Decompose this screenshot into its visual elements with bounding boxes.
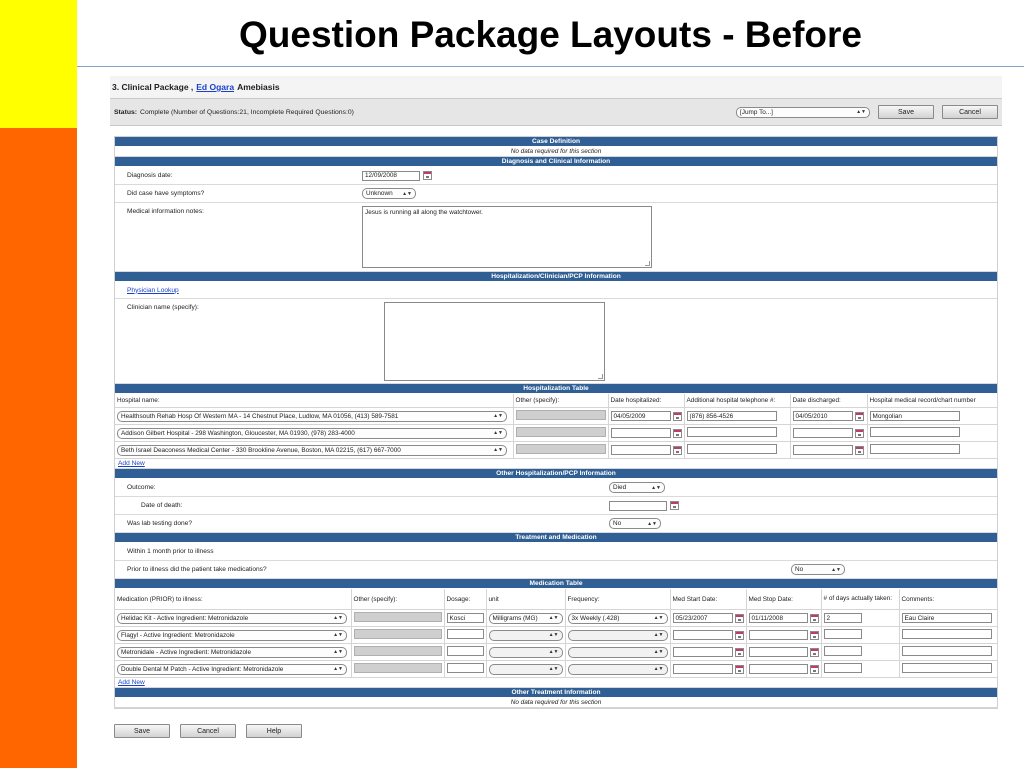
days-taken-input[interactable]: [824, 646, 862, 656]
clinician-label: Clinician name (specify):: [127, 304, 199, 311]
outcome-label: Outcome:: [127, 484, 156, 491]
medication-value: Helidac Kit - Active Ingredient: Metronidazole: [121, 614, 249, 622]
death-date-input[interactable]: [609, 501, 667, 511]
calendar-icon[interactable]: [423, 171, 432, 180]
calendar-icon[interactable]: [810, 665, 819, 674]
select-arrow-icon: ▲▼: [651, 484, 661, 491]
comments-input[interactable]: [902, 663, 992, 673]
calendar-icon[interactable]: [673, 429, 682, 438]
med-add-new-link[interactable]: Add New: [118, 679, 145, 686]
select-arrow-icon: ▲▼: [333, 649, 343, 655]
hosp-col-date: Date hospitalized:: [608, 394, 684, 408]
med-stop-input[interactable]: [749, 630, 808, 640]
jump-to-value: [Jump To...]: [740, 108, 773, 116]
within-month-row: [115, 543, 997, 561]
case-definition-note: No data required for this section: [115, 147, 997, 157]
section-hospitalization: Hospitalization/Clinician/PCP Information: [115, 272, 997, 282]
status-label: Status:: [114, 108, 138, 116]
hospital-select[interactable]: [117, 411, 507, 422]
hosp-col-phone: Additional hospital telephone #:: [684, 394, 790, 408]
med-stop-input[interactable]: [749, 647, 808, 657]
decor-orange-bar: [0, 128, 77, 768]
medication-select[interactable]: [117, 630, 347, 641]
footer-cancel-button[interactable]: Cancel: [180, 724, 236, 738]
select-arrow-icon: ▲▼: [653, 649, 664, 655]
form-body: [114, 136, 998, 709]
notes-row: [115, 203, 997, 272]
date-hospitalized-input[interactable]: [611, 428, 671, 438]
date-discharged-input[interactable]: [793, 445, 853, 455]
days-taken-input[interactable]: [824, 663, 862, 673]
calendar-icon[interactable]: [855, 429, 864, 438]
dosage-input[interactable]: [447, 663, 484, 673]
medication-value: Flagyl - Active Ingredient: Metronidazole: [121, 631, 235, 639]
lab-testing-value: No: [613, 520, 622, 527]
save-button[interactable]: Save: [878, 105, 934, 119]
calendar-icon[interactable]: [810, 648, 819, 657]
clinician-row: [115, 299, 997, 384]
section-other-treatment: Other Treatment Information: [115, 688, 997, 698]
slide-title: Question Package Layouts - Before: [238, 14, 862, 55]
days-taken-input[interactable]: [824, 629, 862, 639]
prior-medications-label: Prior to illness did the patient take medications?: [127, 566, 267, 573]
symptoms-row: [115, 185, 997, 203]
med-col-unit: unit: [486, 589, 565, 610]
date-hospitalized-input[interactable]: 04/05/2009: [611, 411, 671, 421]
diagnosis-date-row: [115, 167, 997, 185]
hosp-phone-input[interactable]: [687, 444, 777, 454]
diagnosis-date-label: Diagnosis date:: [127, 172, 173, 179]
select-arrow-icon: ▲▼: [548, 649, 559, 655]
calendar-icon[interactable]: [735, 631, 744, 640]
table-row: [115, 644, 997, 661]
date-discharged-input[interactable]: [793, 428, 853, 438]
unit-select[interactable]: [489, 647, 563, 658]
death-date-row: [115, 497, 997, 515]
record-number-input[interactable]: Mongolian: [870, 411, 960, 421]
med-other-input: [354, 646, 442, 656]
med-col-other: Other (specify):: [351, 589, 444, 610]
footer-help-button[interactable]: Help: [246, 724, 302, 738]
comments-input[interactable]: [902, 629, 992, 639]
footer-buttons: [114, 724, 302, 738]
symptoms-select[interactable]: [362, 188, 416, 199]
status-bar: [110, 98, 1002, 126]
package-label: 3. Clinical Package ,: [112, 82, 194, 92]
date-discharged-input[interactable]: 04/05/2010: [793, 411, 853, 421]
hospital-value: Healthsouth Rehab Hosp Of Western MA - 14 Chestnut Place, Ludlow, MA 01056, (413) 589-7581: [121, 412, 399, 420]
med-stop-input[interactable]: [749, 664, 808, 674]
select-arrow-icon: ▲▼: [493, 430, 503, 436]
jump-to-select[interactable]: [736, 107, 870, 118]
med-start-input[interactable]: 05/23/2007: [673, 613, 733, 623]
select-arrow-icon: ▲▼: [333, 632, 343, 638]
med-col-days: # of days actually taken:: [821, 589, 899, 610]
calendar-icon[interactable]: [673, 412, 682, 421]
decor-yellow-bar: [0, 0, 77, 128]
outcome-value: Died: [613, 484, 627, 491]
section-medication-table: Medication Table: [115, 579, 997, 589]
table-row: [115, 442, 997, 459]
death-date-label: Date of death:: [141, 502, 183, 509]
med-add-new-row: [115, 678, 997, 688]
medication-value: Double Dental M Patch - Active Ingredient: Metronidazole: [121, 665, 284, 673]
notes-textarea[interactable]: Jesus is running all along the watchtower.: [362, 206, 652, 268]
section-diagnosis: Diagnosis and Clinical Information: [115, 157, 997, 167]
lab-testing-label: Was lab testing done?: [127, 520, 193, 527]
dosage-input[interactable]: [447, 646, 484, 656]
hosp-other-input: [516, 427, 606, 437]
footer-save-button[interactable]: Save: [114, 724, 170, 738]
hosp-add-new-row: [115, 459, 997, 469]
prior-medications-row: [115, 561, 997, 579]
app-screenshot: [110, 76, 1002, 748]
med-header-row: [115, 589, 997, 610]
table-row: [115, 627, 997, 644]
hosp-add-new-link[interactable]: Add New: [118, 460, 145, 467]
hosp-phone-input[interactable]: (876) 856-4526: [687, 411, 777, 421]
medication-select[interactable]: [117, 647, 347, 658]
table-row: [115, 661, 997, 678]
select-arrow-icon: ▲▼: [333, 615, 343, 621]
select-arrow-icon: ▲▼: [653, 666, 664, 672]
dosage-input[interactable]: [447, 629, 484, 639]
clinician-textarea[interactable]: [384, 302, 605, 381]
calendar-icon[interactable]: [673, 446, 682, 455]
table-row: [115, 610, 997, 627]
med-col-start: Med Start Date:: [670, 589, 746, 610]
frequency-select[interactable]: [568, 664, 668, 675]
physician-lookup-link[interactable]: Physician Lookup: [127, 286, 179, 294]
hosp-col-name: Hospital name:: [115, 394, 513, 408]
med-start-input[interactable]: [673, 664, 733, 674]
comments-input[interactable]: Eau Claire: [902, 613, 992, 623]
outcome-row: [115, 479, 997, 497]
comments-input[interactable]: [902, 646, 992, 656]
patient-link[interactable]: Ed Ogara: [196, 82, 235, 92]
dosage-input[interactable]: Kosci: [447, 613, 484, 623]
hosp-col-record: Hospital medical record/chart number: [867, 394, 997, 408]
hosp-col-other: Other (specify):: [513, 394, 608, 408]
hospital-select[interactable]: [117, 445, 507, 456]
med-col-medication: Medication (PRIOR) to illness:: [115, 589, 351, 610]
medication-select[interactable]: [117, 664, 347, 675]
select-arrow-icon: ▲▼: [856, 109, 866, 115]
calendar-icon[interactable]: [735, 648, 744, 657]
hosp-other-input: [516, 444, 606, 454]
status-text: Complete (Number of Questions:21, Incomplete Required Questions:0): [140, 108, 354, 116]
calendar-icon[interactable]: [810, 631, 819, 640]
cancel-button[interactable]: Cancel: [942, 105, 998, 119]
calendar-icon[interactable]: [735, 665, 744, 674]
hosp-other-input: [516, 410, 606, 420]
med-col-comments: Comments:: [899, 589, 997, 610]
unit-value: Milligrams (MG): [492, 614, 538, 622]
med-col-dosage: Dosage:: [444, 589, 486, 610]
select-arrow-icon: ▲▼: [333, 666, 343, 672]
calendar-icon[interactable]: [670, 501, 679, 510]
outcome-select[interactable]: [609, 482, 665, 493]
med-col-frequency: Frequency:: [565, 589, 670, 610]
symptoms-value: Unknown: [366, 190, 393, 197]
table-row: [115, 408, 997, 425]
prior-medications-value: No: [795, 566, 804, 573]
record-number-input[interactable]: [870, 444, 960, 454]
prior-medications-select[interactable]: [791, 564, 845, 575]
date-hospitalized-input[interactable]: [611, 445, 671, 455]
med-other-input: [354, 612, 442, 622]
med-start-input[interactable]: [673, 647, 733, 657]
hospitalization-table: [115, 394, 998, 459]
diagnosis-date-input[interactable]: 12/09/2008: [362, 171, 420, 181]
select-arrow-icon: ▲▼: [493, 413, 503, 419]
title-divider: [77, 66, 1024, 67]
select-arrow-icon: ▲▼: [831, 566, 841, 573]
medication-select[interactable]: [117, 613, 347, 624]
section-treatment: Treatment and Medication: [115, 533, 997, 543]
section-case-definition: Case Definition: [115, 137, 997, 147]
lab-testing-select[interactable]: [609, 518, 661, 529]
calendar-icon[interactable]: [735, 614, 744, 623]
symptoms-label: Did case have symptoms?: [127, 190, 205, 197]
med-other-input: [354, 629, 442, 639]
hosp-phone-input[interactable]: [687, 427, 777, 437]
record-number-input[interactable]: [870, 427, 960, 437]
physician-lookup-row: [115, 282, 997, 299]
frequency-select[interactable]: [568, 630, 668, 641]
med-stop-input[interactable]: 01/11/2008: [749, 613, 808, 623]
days-taken-input[interactable]: 2: [824, 613, 862, 623]
unit-select[interactable]: [489, 613, 563, 624]
hospital-select[interactable]: [117, 428, 507, 439]
calendar-icon[interactable]: [855, 446, 864, 455]
frequency-select[interactable]: [568, 647, 668, 658]
med-other-input: [354, 663, 442, 673]
section-hospitalization-table: Hospitalization Table: [115, 384, 997, 394]
frequency-select[interactable]: [568, 613, 668, 624]
hosp-col-discharged: Date discharged:: [790, 394, 867, 408]
calendar-icon[interactable]: [855, 412, 864, 421]
lab-testing-row: [115, 515, 997, 533]
package-header: [110, 76, 1002, 98]
hosp-header-row: [115, 394, 997, 408]
other-treatment-note: No data required for this section: [115, 698, 997, 708]
unit-select[interactable]: [489, 664, 563, 675]
select-arrow-icon: ▲▼: [548, 666, 559, 672]
disease-name: Amebiasis: [237, 82, 280, 92]
unit-select[interactable]: [489, 630, 563, 641]
table-row: [115, 425, 997, 442]
section-other-hospitalization: Other Hospitalization/PCP Information: [115, 469, 997, 479]
calendar-icon[interactable]: [810, 614, 819, 623]
select-arrow-icon: ▲▼: [548, 615, 559, 621]
select-arrow-icon: ▲▼: [653, 632, 664, 638]
medication-value: Metronidale - Active Ingredient: Metronidazole: [121, 648, 252, 656]
select-arrow-icon: ▲▼: [548, 632, 559, 638]
med-col-stop: Med Stop Date:: [746, 589, 821, 610]
hospital-value: Beth Israel Deaconess Medical Center - 330 Brookline Avenue, Boston, MA 02215, (617) 667-7000: [121, 446, 401, 454]
select-arrow-icon: ▲▼: [493, 447, 503, 453]
frequency-value: 3x Weekly (.428): [571, 614, 620, 622]
within-month-label: Within 1 month prior to illness: [127, 548, 214, 555]
notes-label: Medical information notes:: [127, 208, 204, 215]
med-start-input[interactable]: [673, 630, 733, 640]
select-arrow-icon: ▲▼: [653, 615, 664, 621]
medication-table: [115, 589, 998, 678]
select-arrow-icon: ▲▼: [402, 190, 412, 197]
select-arrow-icon: ▲▼: [647, 520, 657, 527]
hospital-value: Addison Gilbert Hospital - 298 Washington, Gloucester, MA 01930, (978) 283-4000: [121, 429, 355, 437]
